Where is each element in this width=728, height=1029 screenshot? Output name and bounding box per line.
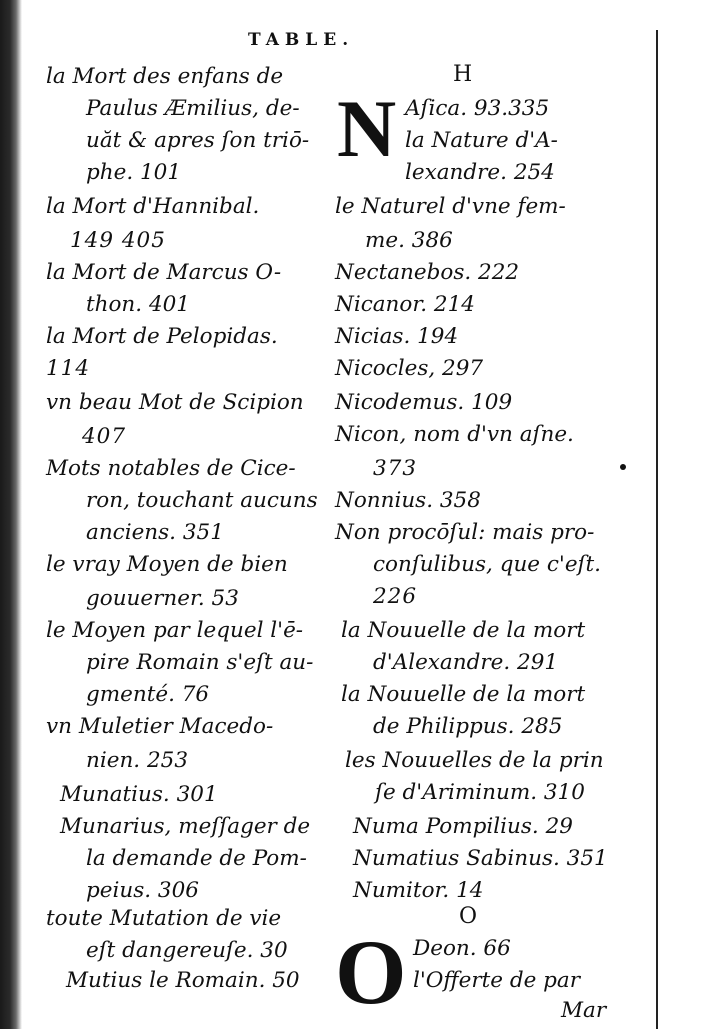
index-line: le Moyen par lequel l'ē- [46, 618, 304, 643]
index-line: 149 405 [70, 228, 166, 253]
index-line: Nicias. 194 [335, 324, 459, 349]
index-line: de Philippus. 285 [373, 714, 563, 739]
index-line: nien. 253 [86, 748, 188, 773]
index-line: la Mort d'Hannibal. [46, 194, 260, 219]
index-line: Mutius le Romain. 50 [66, 968, 300, 993]
index-line: uăt & apres ſon triō- [86, 128, 310, 153]
index-line: la Mort des enfans de [46, 64, 284, 89]
index-line: Non procōſul: mais pro- [335, 520, 595, 545]
index-line: vn Muletier Macedo- [46, 714, 274, 739]
index-line: gouuerner. 53 [86, 586, 239, 611]
index-line: phe. 101 [86, 160, 182, 185]
index-line: Nicocles, 297 [335, 356, 484, 381]
catchword: Mar [561, 998, 607, 1023]
index-line: ron, touchant aucuns [86, 488, 318, 513]
index-line: toute Mutation de vie [46, 906, 282, 931]
index-line: peius. 306 [86, 878, 199, 903]
index-line: la Nature d'A- [405, 128, 558, 153]
index-line: anciens. 351 [86, 520, 224, 545]
index-line: ſe d'Ariminum. 310 [375, 780, 585, 805]
index-line: le Naturel d'vne fem- [335, 194, 566, 219]
index-line: lexandre. 254 [405, 160, 555, 185]
index-line: l'Offerte de par [413, 968, 581, 993]
index-line: 114 [46, 356, 91, 381]
index-line: Aſica. 93.335 [405, 96, 550, 121]
index-line: 373 [373, 456, 418, 481]
index-line: 407 [82, 424, 127, 449]
index-line: la Mort de Marcus O- [46, 260, 282, 285]
index-line: Numitor. 14 [353, 878, 484, 903]
page-header: TABLE. [248, 30, 355, 50]
index-line: Deon. 66 [413, 936, 511, 961]
index-line: Nectanebos. 222 [335, 260, 520, 285]
dropcap-o: O [335, 921, 407, 1023]
ink-speck [620, 464, 626, 470]
index-line: gmenté. 76 [86, 682, 210, 707]
index-line: la demande de Pom- [86, 846, 307, 871]
index-line: pire Romain s'eſt au- [86, 650, 314, 675]
index-line: Nicanor. 214 [335, 292, 475, 317]
index-line: d'Alexandre. 291 [373, 650, 559, 675]
index-line: thon. 401 [86, 292, 190, 317]
section-letter-o: O [459, 904, 478, 929]
index-line: Munatius. 301 [60, 782, 218, 807]
index-line: la Mort de Pelopidas. [46, 324, 278, 349]
index-line: me. 386 [365, 228, 453, 253]
dropcap-n: N [337, 83, 397, 174]
index-line: Numatius Sabinus. 351 [353, 846, 608, 871]
index-line: vn beau Mot de Scipion [46, 390, 304, 415]
index-line: les Nouuelles de la prin [345, 748, 604, 773]
index-line: Nonnius. 358 [335, 488, 481, 513]
index-line: Mots notables de Cice- [46, 456, 296, 481]
index-line: 226 [373, 584, 418, 609]
page-edge-line [656, 30, 658, 1029]
section-letter-h: H [453, 62, 473, 87]
index-line: Nicodemus. 109 [335, 390, 513, 415]
index-line: la Nouuelle de la mort [341, 618, 586, 643]
index-line: Munarius, meſſager de [60, 814, 311, 839]
index-line: Paulus Æmilius, de- [86, 96, 300, 121]
index-line: eſt dangereuſe. 30 [86, 938, 288, 963]
page-binding-shadow [0, 0, 22, 1029]
index-line: conſulibus, que c'eſt. [373, 552, 601, 577]
index-line: Nicon, nom d'vn aſne. [335, 422, 574, 447]
index-line: le vray Moyen de bien [46, 552, 288, 577]
index-line: la Nouuelle de la mort [341, 682, 586, 707]
index-line: Numa Pompilius. 29 [353, 814, 573, 839]
